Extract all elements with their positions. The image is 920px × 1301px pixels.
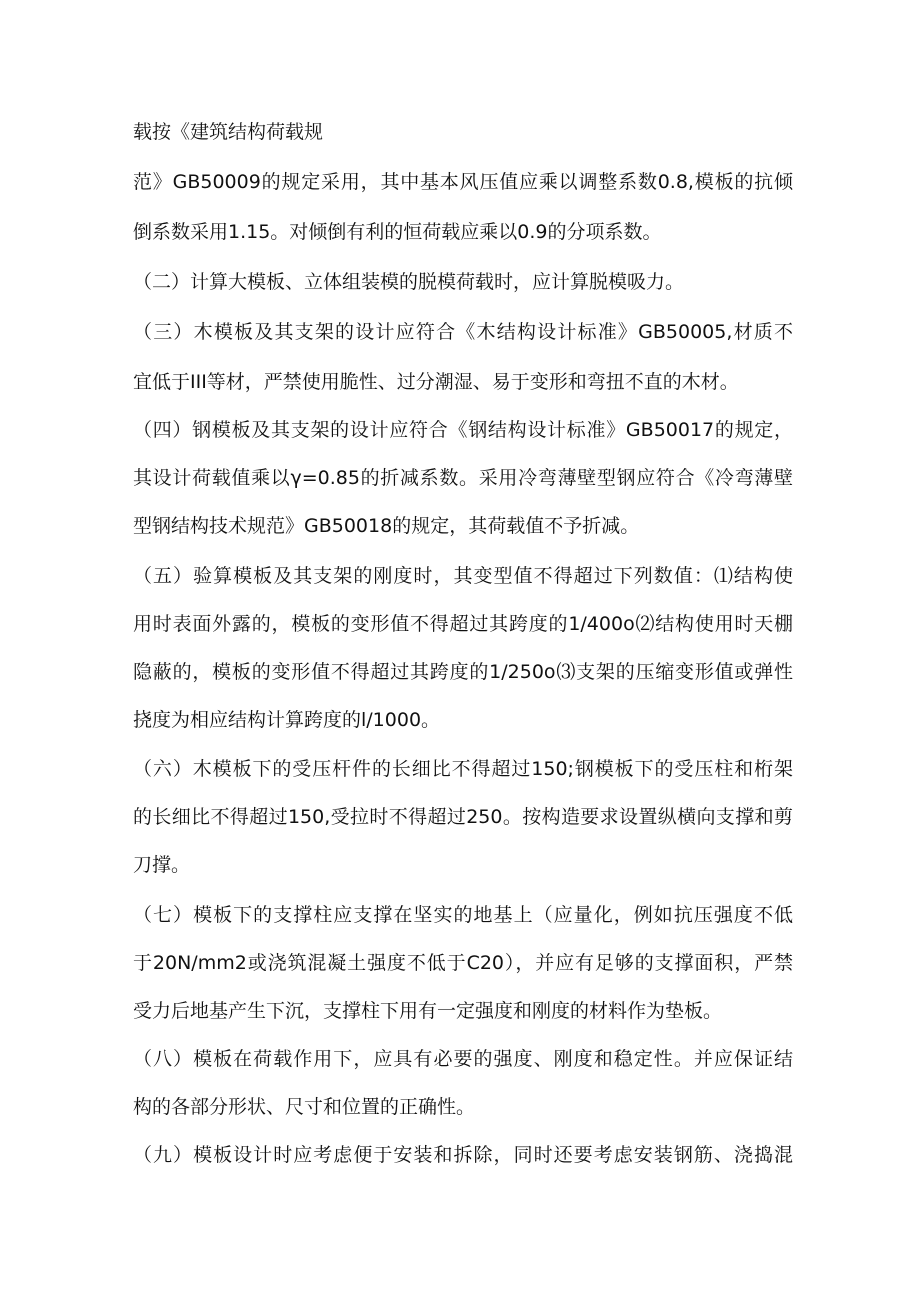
paragraph-6-line-3: 刀撑。 [133, 854, 191, 876]
paragraph-7-line-2: 于20N/mm2或浇筑混凝土强度不低于C20），并应有足够的支撑面积，严禁 [133, 952, 793, 974]
paragraph-4-line-3: 型钢结构技术规范》GB50018的规定，其荷载值不予折减。 [133, 515, 640, 537]
paragraph-5-line-4: 挠度为相应结构计算跨度的l/1000。 [133, 709, 441, 731]
paragraph-5-line-3: 隐蔽的，模板的变形值不得超过其跨度的1/250o⑶支架的压缩变形值或弹性 [133, 661, 793, 683]
paragraph-5-line-2: 用时表面外露的，模板的变形值不得超过其跨度的1/400o⑵结构使用时天棚 [133, 613, 793, 635]
paragraph-8-line-1: （八）模板在荷载作用下，应具有必要的强度、刚度和稳定性。并应保证结 [133, 1048, 793, 1070]
paragraph-7-line-1: （七）模板下的支撑柱应支撑在坚实的地基上（应量化，例如抗压强度不低 [133, 904, 793, 926]
paragraph-8-line-2: 构的各部分形状、尺寸和位置的正确性。 [133, 1096, 476, 1118]
paragraph-3-line-2: 宜低于III等材，严禁使用脆性、过分潮湿、易于变形和弯扭不直的木材。 [133, 371, 739, 393]
paragraph-3-line-1: （三）木模板及其支架的设计应符合《木结构设计标准》GB50005,材质不 [133, 321, 793, 343]
paragraph-6-line-1: （六）木模板下的受压杆件的长细比不得超过150;钢模板下的受压柱和桁架 [133, 758, 793, 780]
text-line-1: 载按《建筑结构荷载规 [133, 121, 324, 143]
paragraph-6-line-2: 的长细比不得超过150,受拉时不得超过250。按构造要求设置纵横向支撑和剪 [133, 806, 793, 828]
text-line-2: 范》GB50009的规定采用，其中基本风压值应乘以调整系数0.8,模板的抗倾 [133, 171, 793, 193]
paragraph-9-line-1: （九）模板设计时应考虑便于安装和拆除，同时还要考虑安装钢筋、浇捣混 [133, 1144, 793, 1166]
paragraph-2-line-1: （二）计算大模板、立体组装模的脱模荷载时，应计算脱模吸力。 [133, 271, 685, 293]
paragraph-7-line-3: 受力后地基产生下沉，支撑柱下用有一定强度和刚度的材料作为垫板。 [133, 1000, 723, 1022]
paragraph-4-line-2: 其设计荷载值乘以γ=0.85的折减系数。采用冷弯薄壁型钢应符合《冷弯薄壁 [133, 467, 793, 489]
paragraph-4-line-1: （四）钢模板及其支架的设计应符合《钢结构设计标准》GB50017的规定， [133, 419, 793, 441]
text-line-3: 倒系数采用1.15。对倾倒有利的恒荷载应乘以0.9的分项系数。 [133, 221, 662, 243]
paragraph-5-line-1: （五）验算模板及其支架的刚度时，其变型值不得超过下列数值：⑴结构使 [133, 565, 793, 587]
